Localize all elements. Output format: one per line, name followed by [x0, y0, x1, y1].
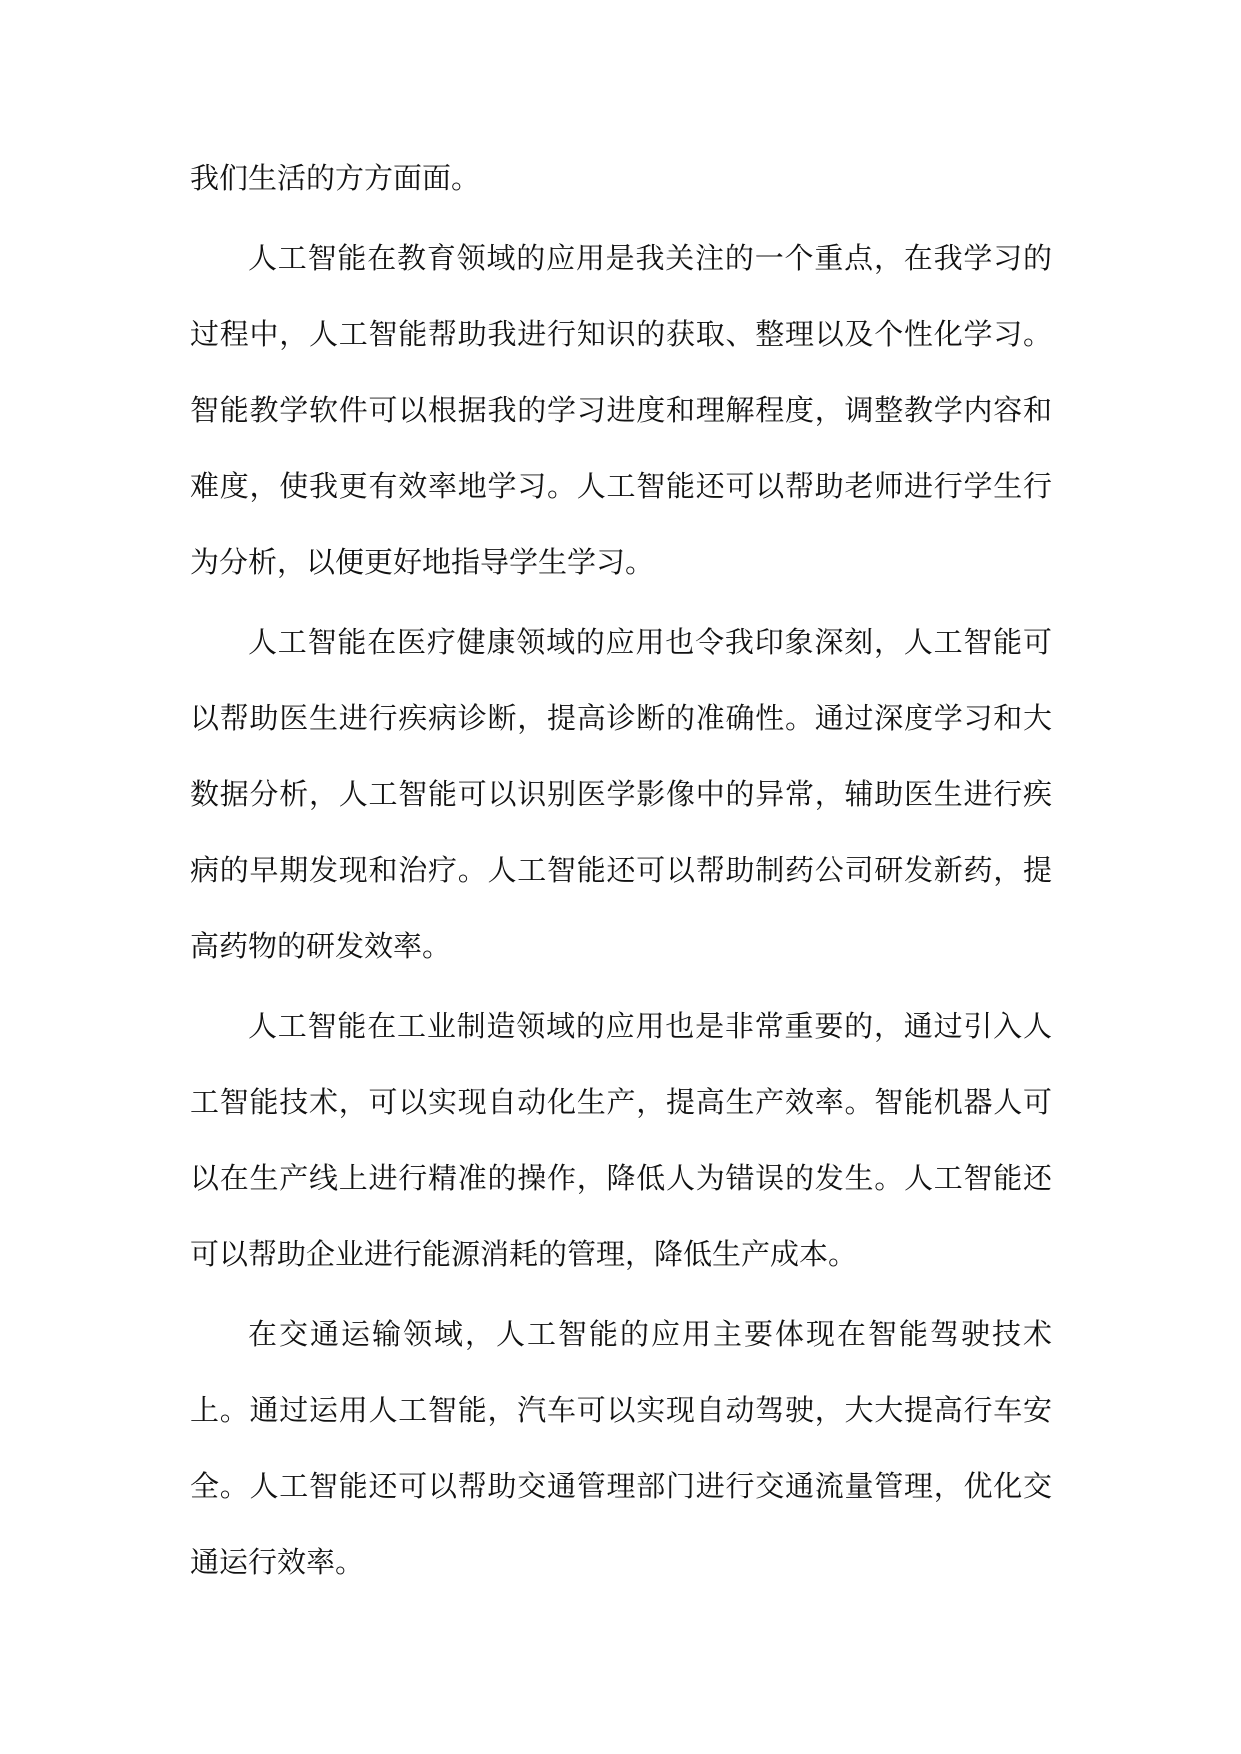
- paragraph-healthcare: 人工智能在医疗健康领域的应用也令我印象深刻，人工智能可以帮助医生进行疾病诊断，提高诊断的准确性。通过深度学习和大数据分析，人工智能可以识别医学影像中的异常，辅助医生进行疾病的早期发现和治疗。人工智能还可以帮助制药公司研发新药，提高药物的研发效率。: [190, 625, 1052, 963]
- paragraph-transportation: 在交通运输领域，人工智能的应用主要体现在智能驾驶技术上。通过运用人工智能，汽车可以实现自动驾驶，大大提高行车安全。人工智能还可以帮助交通管理部门进行交通流量管理，优化交通运行效率。: [190, 1317, 1052, 1579]
- paragraph-continuation: 我们生活的方方面面。: [190, 161, 481, 195]
- paragraph-education: 人工智能在教育领域的应用是我关注的一个重点，在我学习的过程中，人工智能帮助我进行知识的获取、整理以及个性化学习。智能教学软件可以根据我的学习进度和理解程度，调整教学内容和难度，使我更有效率地学习。人工智能还可以帮助老师进行学生行为分析，以便更好地指导学生学习。: [190, 241, 1052, 579]
- paragraph-manufacturing: 人工智能在工业制造领域的应用也是非常重要的，通过引入人工智能技术，可以实现自动化生产，提高生产效率。智能机器人可以在生产线上进行精准的操作，降低人为错误的发生。人工智能还可以帮助企业进行能源消耗的管理，降低生产成本。: [190, 1009, 1052, 1271]
- body-text: [190, 140, 1052, 1604]
